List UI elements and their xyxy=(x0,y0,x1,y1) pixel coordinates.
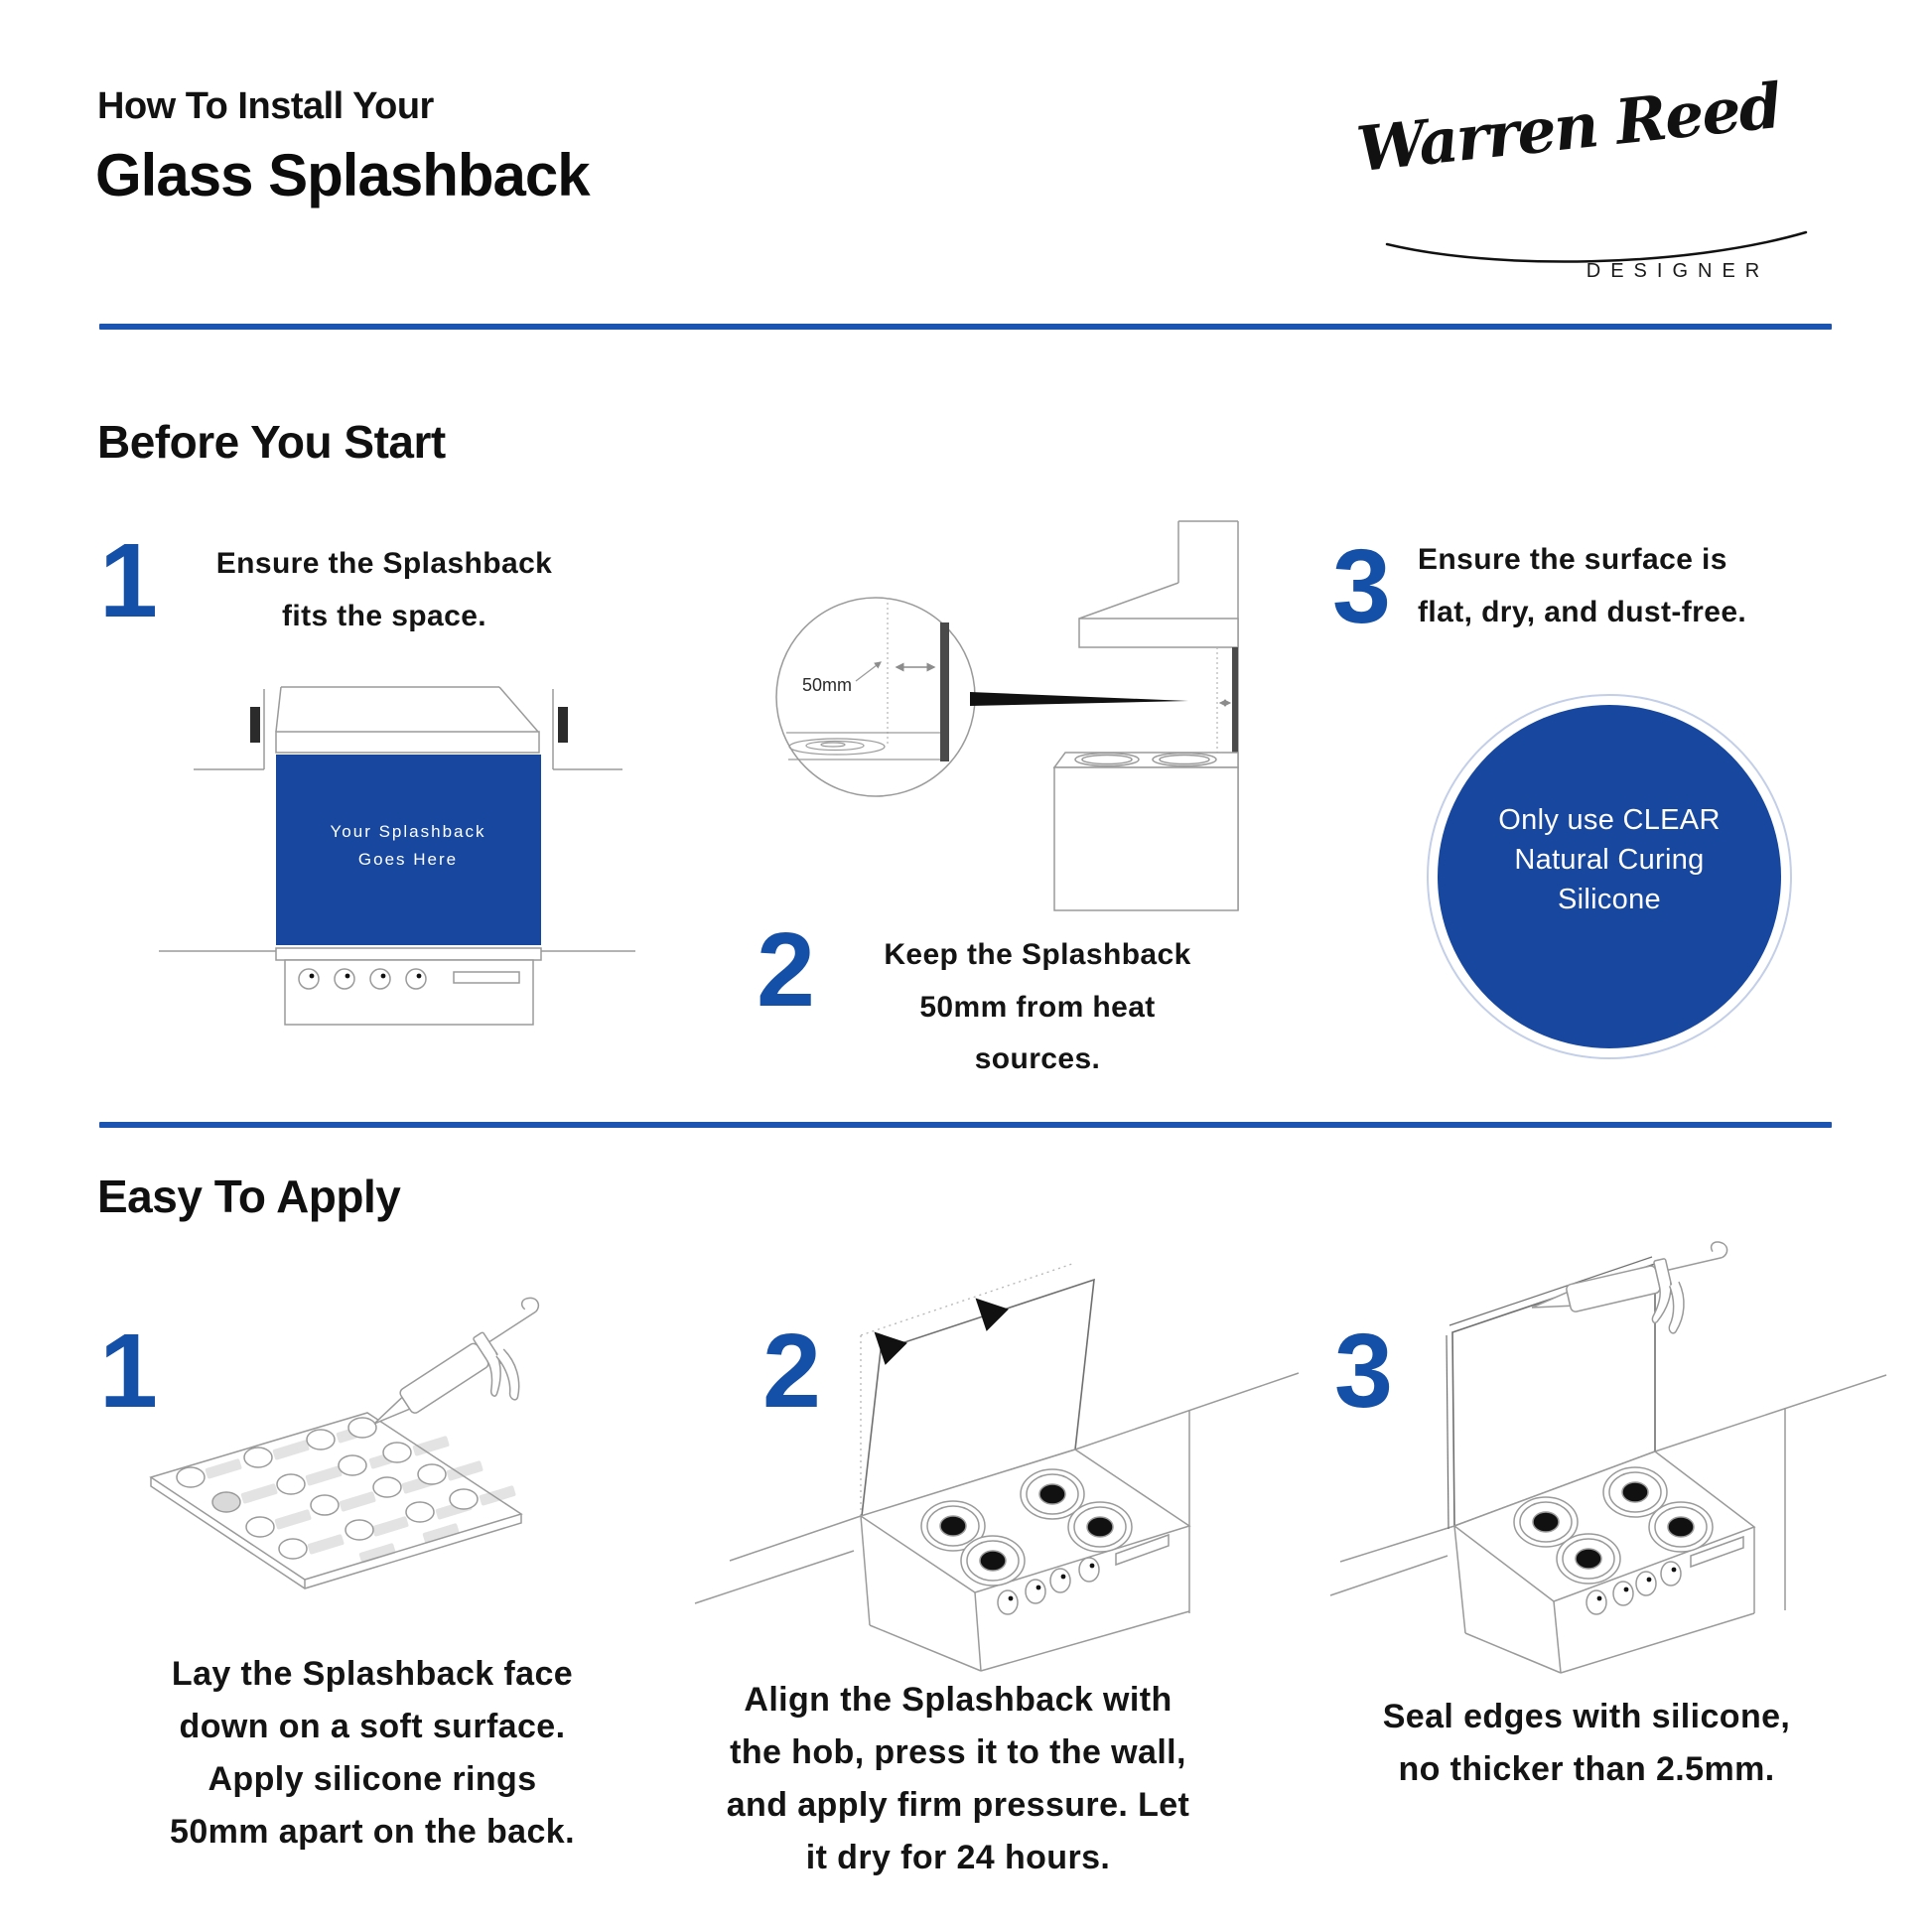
apply-section-heading: Easy To Apply xyxy=(97,1171,401,1222)
apply-step-2-line-2: the hob, press it to the wall, xyxy=(730,1733,1186,1772)
cooker-hood-icon xyxy=(276,687,539,753)
before-step-3-line-1: Ensure the surface is xyxy=(1418,543,1727,576)
stove-knob-icon xyxy=(335,969,354,989)
before-step-2-line-1: Keep the Splashback xyxy=(884,938,1191,971)
apply-step-2-line-1: Align the Splashback with xyxy=(744,1681,1173,1719)
fit-space-diagram xyxy=(144,670,640,1067)
before-step-1-line-2: fits the space. xyxy=(281,599,487,632)
section-divider-top xyxy=(99,324,1832,330)
splashback-placeholder-line-2: Goes Here xyxy=(357,850,459,869)
silicone-badge xyxy=(1438,705,1781,1048)
cabinet-handle-icon xyxy=(250,707,260,743)
heat-distance-diagram xyxy=(735,491,1311,918)
before-step-1-line-1: Ensure the Splashback xyxy=(215,547,553,580)
before-section-heading: Before You Start xyxy=(97,416,446,468)
apply-step-1-line-3: Apply silicone rings xyxy=(207,1760,537,1799)
stove-knob-icon xyxy=(1587,1590,1606,1614)
stove-knob-icon xyxy=(998,1590,1018,1614)
before-step-1-number: 1 xyxy=(99,522,158,639)
before-step-3-line-2: flat, dry, and dust-free. xyxy=(1418,595,1747,628)
cabinet-handle-icon xyxy=(558,707,568,743)
apply-step-3-caption xyxy=(1338,1691,1835,1796)
oven-handle-icon xyxy=(454,972,519,983)
stove-knob-icon xyxy=(1661,1562,1681,1586)
apply-step-1-line-1: Lay the Splashback face xyxy=(171,1655,574,1693)
before-step-1-text xyxy=(187,538,582,642)
stove-knob-icon xyxy=(1636,1572,1656,1595)
before-step-2-line-3: sources. xyxy=(974,1042,1101,1075)
before-step-3-text xyxy=(1418,534,1894,638)
measure-label: 50mm xyxy=(801,675,853,695)
side-view-scene xyxy=(1054,521,1238,910)
apply-step-3-line-2: no thicker than 2.5mm. xyxy=(1398,1750,1775,1789)
section-divider-middle xyxy=(99,1122,1832,1128)
seal-edges-diagram xyxy=(1330,1256,1896,1683)
page-title: Glass Splashback xyxy=(95,142,590,208)
stove-icon xyxy=(159,948,635,1025)
apply-step-2-number: 2 xyxy=(762,1312,821,1430)
apply-step-3-line-1: Seal edges with silicone, xyxy=(1382,1698,1791,1735)
stove-knob-icon xyxy=(1079,1558,1099,1582)
splashback-edge-bar xyxy=(1232,647,1238,767)
stove-knob-icon xyxy=(1050,1569,1070,1592)
stove-knob-icon xyxy=(370,969,390,989)
stove-knob-icon xyxy=(299,969,319,989)
before-step-2-number: 2 xyxy=(757,911,815,1029)
silicone-note-line-2: Natural Curing xyxy=(1514,843,1705,876)
stove-knob-icon xyxy=(1613,1582,1633,1605)
counter-back-edge xyxy=(1075,1373,1299,1449)
brand-signature: Warren Reed xyxy=(1353,69,1784,187)
brand-subtitle: DESIGNER xyxy=(1586,260,1770,282)
apply-step-1-line-4: 50mm apart on the back. xyxy=(170,1813,575,1852)
page-title-intro: How To Install Your xyxy=(97,85,434,127)
align-splashback-diagram xyxy=(695,1256,1301,1673)
stove-knob-icon xyxy=(406,969,426,989)
magnifier-pointer-wedge xyxy=(970,692,1188,706)
apply-step-2-line-3: and apply firm pressure. Let xyxy=(726,1786,1190,1825)
silicone-note-line-1: Only use CLEAR xyxy=(1498,803,1721,836)
silicone-note-line-3: Silicone xyxy=(1558,884,1661,915)
apply-step-2-line-4: it dry for 24 hours. xyxy=(805,1839,1111,1877)
apply-step-1-caption xyxy=(94,1648,650,1859)
splashback-edge-bar xyxy=(940,622,949,761)
apply-step-1-number: 1 xyxy=(99,1312,158,1430)
splashback-placeholder-line-1: Your Splashback xyxy=(330,822,486,841)
before-step-3-number: 3 xyxy=(1332,528,1391,645)
apply-step-3-number: 3 xyxy=(1334,1312,1393,1430)
silicone-rings-diagram xyxy=(129,1323,645,1656)
cooker-hood-icon xyxy=(1079,619,1238,647)
apply-step-1-line-2: down on a soft surface. xyxy=(179,1708,566,1746)
before-step-2-text xyxy=(839,929,1236,1086)
stove-knob-icon xyxy=(1026,1580,1045,1603)
cooker-body-icon xyxy=(1054,767,1238,910)
before-step-2-line-2: 50mm from heat xyxy=(919,990,1156,1024)
brand-logo xyxy=(1320,69,1817,187)
silicone-badge-ring xyxy=(1427,694,1792,1059)
counter-back-edge xyxy=(1655,1375,1886,1451)
apply-step-2-caption xyxy=(693,1674,1223,1884)
